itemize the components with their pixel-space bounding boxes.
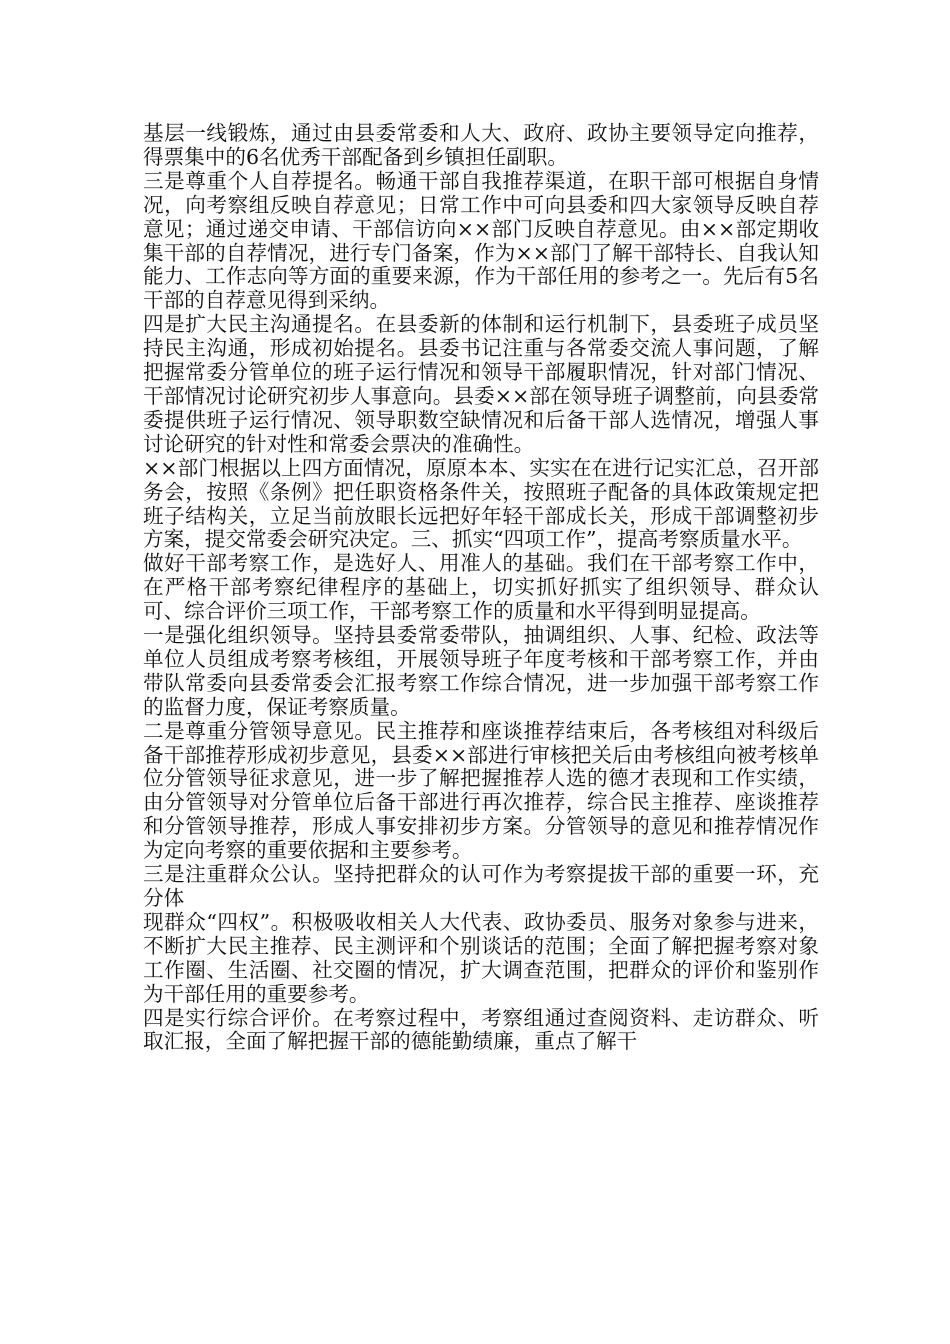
paragraph-6: 一是强化组织领导。坚持县委常委带队，抽调组织、人事、纪检、政法等单位人员组成考察考核组，开展领导班子年度考核和干部考察工作，并由带队常委向县委常委会汇报考察工作综合情况，进一步加强干部考察工作的监督力度，保证考察质量。 bbox=[143, 623, 819, 719]
paragraph-1: 基层一线锻炼，通过由县委常委和人大、政府、政协主要领导定向推荐，得票集中的6名优秀干部配备到乡镇担任副职。 bbox=[143, 121, 819, 169]
paragraph-3: 四是扩大民主沟通提名。在县委新的体制和运行机制下，县委班子成员坚持民主沟通，形成初始提名。县委书记注重与各常委交流人事问题，了解把握常委分管单位的班子运行情况和领导干部履职情况，针对部门情况、干部情况讨论研究初步人事意向。县委××部在领导班子调整前，向县委常委提供班子运行情况、领导职数空缺情况和后备干部人选情况，增强人事讨论研究的针对性和常委会票决的准确性。 bbox=[143, 312, 819, 456]
paragraph-5: 做好干部考察工作，是选好人、用准人的基础。我们在干部考察工作中，在严格干部考察纪律程序的基础上，切实抓好抓实了组织领导、群众认可、综合评价三项工作，干部考察工作的质量和水平得到明显提高。 bbox=[143, 551, 819, 624]
paragraph-9: 现群众“四权”。积极吸收相关人大代表、政协委员、服务对象参与进来，不断扩大民主推荐、民主测评和个别谈话的范围；全面了解把握考察对象工作圈、生活圈、社交圈的情况，扩大调查范围，把群众的评价和鉴别作为干部任用的重要参考。 bbox=[143, 909, 819, 1006]
paragraph-8: 三是注重群众公认。坚持把群众的认可作为考察提拔干部的重要一环，充分体 bbox=[143, 862, 819, 910]
document-body bbox=[143, 122, 819, 1054]
paragraph-2: 三是尊重个人自荐提名。畅通干部自我推荐渠道，在职干部可根据自身情况，向考察组反映自荐意见；日常工作中可向县委和四大家领导反映自荐意见；通过递交申请、干部信访向××部门反映自荐意见。由××部定期收集干部的自荐情况，进行专门备案，作为××部门了解干部特长、自我认知能力、工作志向等方面的重要来源，作为干部任用的参考之一。先后有5名干部的自荐意见得到采纳。 bbox=[143, 168, 819, 313]
paragraph-7: 二是尊重分管领导意见。民主推荐和座谈推荐结束后，各考核组对科级后备干部推荐形成初步意见，县委××部进行审核把关后由考核组向被考核单位分管领导征求意见，进一步了解把握推荐人选的德才表现和工作实绩，由分管领导对分管单位后备干部进行再次推荐，综合民主推荐、座谈推荐和分管领导推荐，形成人事安排初步方案。分管领导的意见和推荐情况作为定向考察的重要依据和主要参考。 bbox=[143, 718, 819, 863]
paragraph-10: 四是实行综合评价。在考察过程中，考察组通过查阅资料、走访群众、听取汇报，全面了解把握干部的德能勤绩廉，重点了解干 bbox=[143, 1005, 819, 1054]
paragraph-4: ××部门根据以上四方面情况，原原本本、实实在在进行记实汇总，召开部务会，按照《条例》把任职资格条件关，按照班子配备的具体政策规定把班子结构关，立足当前放眼长远把好年轻干部成长关，形成干部调整初步方案，提交常委会研究决定。三、抓实“四项工作”，提高考察质量水平。 bbox=[143, 455, 819, 552]
